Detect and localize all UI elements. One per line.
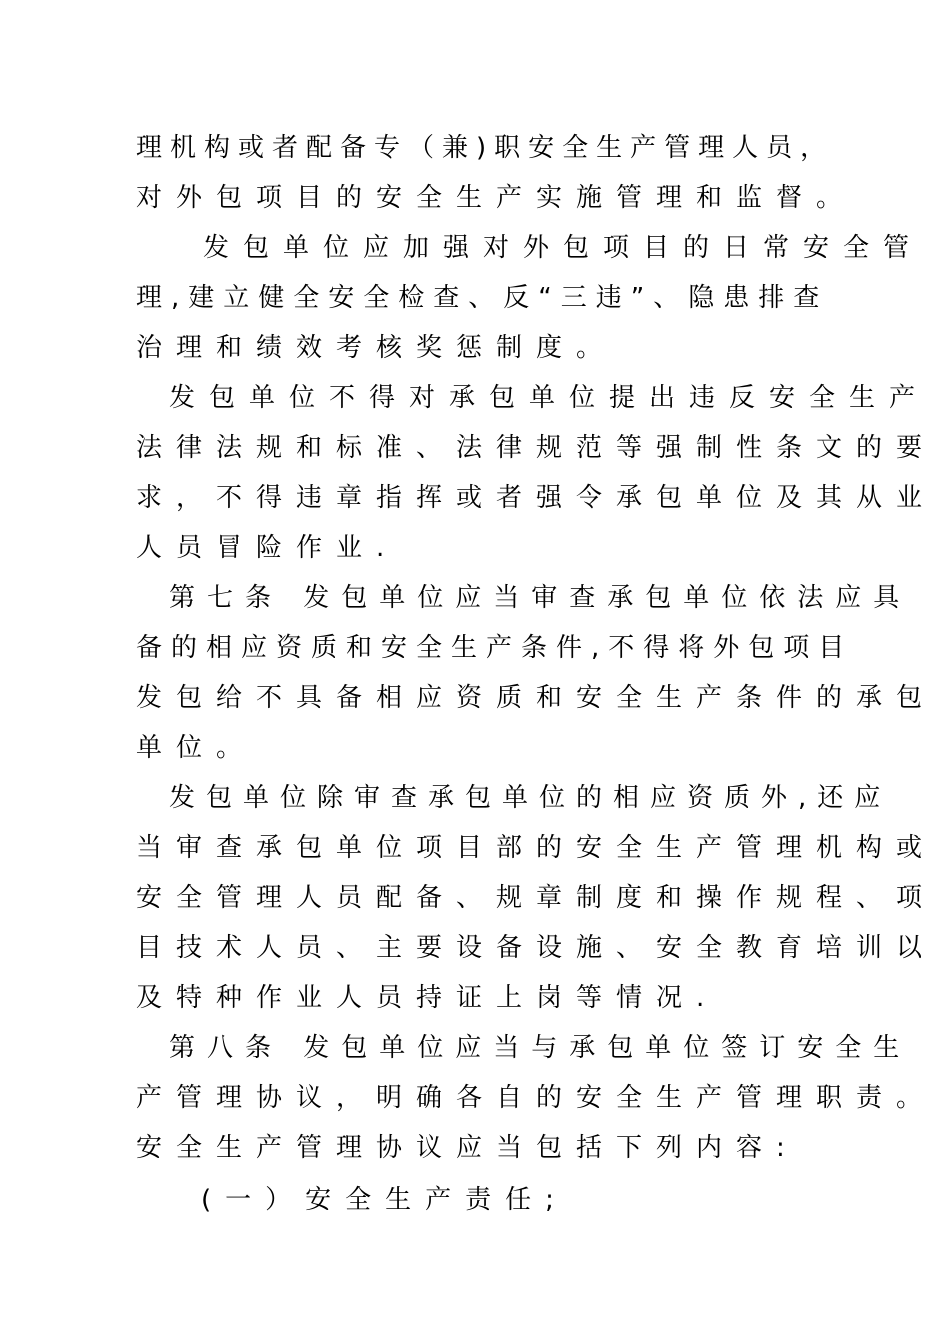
text-line-21: 安全生产管理协议应当包括下列内容:: [136, 1133, 799, 1163]
text-line-2: 对外包项目的安全生产实施管理和监督。: [136, 183, 857, 213]
text-line-5: 治理和绩效考核奖惩制度。: [136, 333, 617, 363]
text-line-9: 人员冒险作业.: [136, 533, 399, 563]
text-line-19: 第八条 发包单位应当与承包单位签订安全生: [169, 1033, 912, 1063]
text-line-16: 安全管理人员配备、规章制度和操作规程、项: [136, 883, 937, 913]
text-line-4: 理,建立健全安全检查、反“三违”、隐患排查: [136, 283, 829, 313]
text-line-20: 产管理协议，明确各自的安全生产管理职责。: [136, 1083, 937, 1113]
text-line-7: 法律法规和标准、法律规范等强制性条文的要: [136, 433, 937, 463]
text-line-3: 发包单位应加强对外包项目的日常安全管: [203, 233, 924, 263]
text-line-13: 单位。: [136, 733, 257, 763]
text-line-17: 目技术人员、主要设备设施、安全教育培训以: [136, 933, 937, 963]
text-line-8: 求，不得违章指挥或者强令承包单位及其从业: [136, 483, 937, 513]
text-line-18: 及特种作业人员持证上岗等情况.: [136, 983, 719, 1013]
text-line-11: 备的相应资质和安全生产条件,不得将外包项目: [136, 633, 854, 663]
text-line-15: 当审查承包单位项目部的安全生产管理机构或: [136, 833, 937, 863]
text-line-10: 第七条 发包单位应当审查承包单位依法应具: [169, 583, 912, 613]
text-line-14: 发包单位除审查承包单位的相应资质外,还应: [169, 783, 892, 813]
text-line-22: (一）安全生产责任;: [201, 1185, 568, 1215]
text-line-1: 理机构或者配备专（兼)职安全生产管理人员，: [136, 133, 835, 163]
text-line-6: 发包单位不得对承包单位提出违反安全生产: [169, 383, 930, 413]
text-line-12: 发包给不具备相应资质和安全生产条件的承包: [136, 683, 937, 713]
